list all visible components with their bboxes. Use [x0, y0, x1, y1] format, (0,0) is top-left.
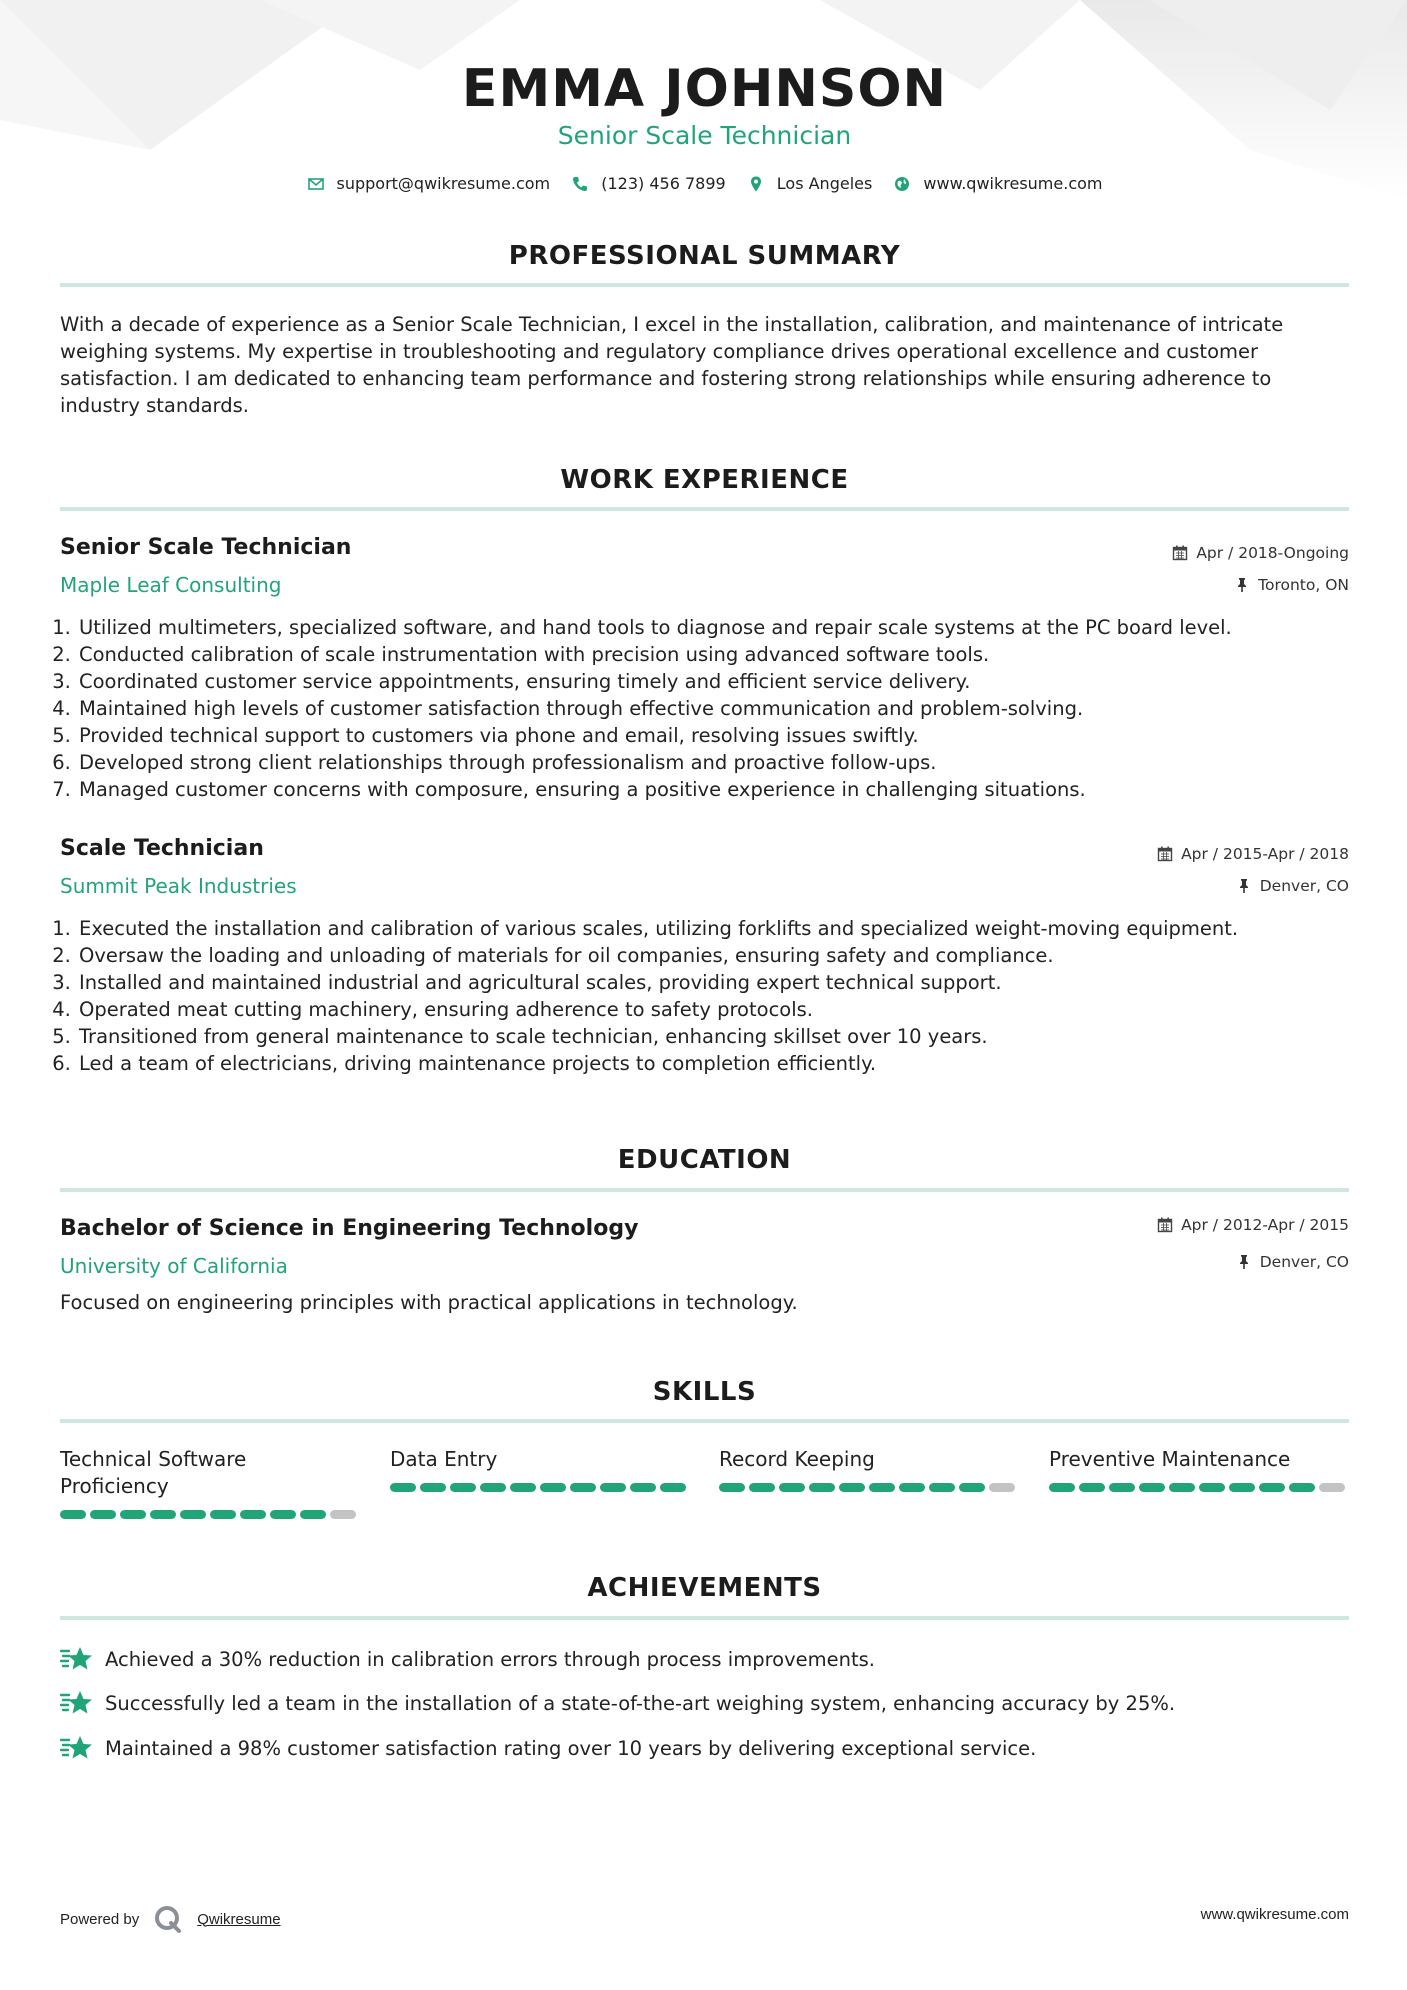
map-pin-icon: [747, 175, 765, 193]
skill-rating-bar: [719, 1483, 1019, 1492]
skill-name-line: Record Keeping: [719, 1447, 875, 1471]
contact-phone[interactable]: [571, 172, 725, 196]
list-item: 3. Coordinated customer service appointments, ensuring timely and efficient service delivery.: [77, 668, 1366, 695]
section-divider: [60, 283, 1349, 287]
list-item: 2. Oversaw the loading and unloading of materials for oil companies, ensuring safety and compliance.: [77, 942, 1366, 969]
skill-name: [1049, 1446, 1349, 1473]
skill-segment-empty: [330, 1510, 356, 1519]
list-item: 1. Executed the installation and calibration of various scales, utilizing forklifts and specialized weight-moving equipment.: [77, 915, 1366, 942]
summary-line: With a decade of experience as a Senior Scale Technician, I excel in the installation, calibration, and maintenance of intricate: [60, 313, 1284, 336]
list-item: 3. Installed and maintained industrial and agricultural scales, providing expert technical support.: [77, 969, 1366, 996]
education-location: [1236, 1251, 1349, 1273]
school-name: University of California: [60, 1254, 288, 1278]
skill-segment-filled: [1079, 1483, 1105, 1492]
contact-email[interactable]: [307, 172, 551, 196]
job-dates-text: Apr / 2015-Apr / 2018: [1181, 845, 1349, 863]
skill-segment-filled: [510, 1483, 536, 1492]
achievement-text: Maintained a 98% customer satisfaction rating over 10 years by delivering exceptional service.: [105, 1736, 1037, 1760]
list-item: 4. Maintained high levels of customer satisfaction through effective communication and problem-solving.: [77, 695, 1366, 722]
section-divider: [60, 1419, 1349, 1423]
job-dates: [1172, 542, 1349, 564]
skill-rating-bar: [1049, 1483, 1349, 1492]
job-location: [1234, 574, 1349, 596]
achievements-heading: ACHIEVEMENTS: [587, 1573, 822, 1603]
skill-rating-bar: [390, 1483, 690, 1492]
qwikresume-link[interactable]: Qwikresume: [197, 1910, 281, 1928]
star-achievement-icon: [60, 1688, 94, 1718]
skill-name-line: Technical Software: [60, 1447, 247, 1471]
pushpin-icon: [1236, 1254, 1252, 1270]
job-dates-text: Apr / 2018-Ongoing: [1196, 544, 1349, 562]
achievement-item: [60, 1644, 1349, 1674]
summary-line: weighing systems. My expertise in troubleshooting and regulatory compliance drives operational excellence and customer: [60, 340, 1259, 363]
candidate-name: EMMA JOHNSON: [461, 59, 948, 119]
location-text: Los Angeles: [776, 174, 873, 193]
skill-segment-empty: [989, 1483, 1015, 1492]
education-dates-text: Apr / 2012-Apr / 2015: [1181, 1216, 1349, 1234]
list-item: 4. Operated meat cutting machinery, ensuring adherence to safety protocols.: [77, 996, 1366, 1023]
skill-name: [390, 1446, 690, 1473]
contact-website[interactable]: [893, 172, 1102, 196]
summary-line: satisfaction. I am dedicated to enhancing team performance and fostering strong relationships while ensuring adherence to: [60, 367, 1272, 390]
skill-name-line: Data Entry: [390, 1447, 498, 1471]
skill-name-line: Preventive Maintenance: [1049, 1447, 1291, 1471]
achievement-item: [60, 1688, 1349, 1718]
skill-segment-filled: [390, 1483, 416, 1492]
list-item: 2. Conducted calibration of scale instrumentation with precision using advanced software tools.: [77, 641, 1366, 668]
skill-segment-filled: [660, 1483, 686, 1492]
skill-segment-filled: [749, 1483, 775, 1492]
skill-segment-filled: [150, 1510, 176, 1519]
footer-website-link[interactable]: www.qwikresume.com: [1200, 1906, 1349, 1923]
calendar-icon: [1157, 1217, 1173, 1233]
job-dates: [1157, 843, 1349, 865]
skill-segment-filled: [1229, 1483, 1255, 1492]
degree-title: Bachelor of Science in Engineering Technology: [60, 1216, 639, 1241]
job-location: [1236, 875, 1349, 897]
list-item: 1. Utilized multimeters, specialized software, and hand tools to diagnose and repair scale systems at the PC board level.: [77, 614, 1366, 641]
skill-segment-filled: [1259, 1483, 1285, 1492]
calendar-icon: [1157, 846, 1173, 862]
skill-segment-filled: [450, 1483, 476, 1492]
skill-segment-filled: [869, 1483, 895, 1492]
skill-segment-filled: [719, 1483, 745, 1492]
section-divider: [60, 1616, 1349, 1620]
skill-name: [60, 1446, 360, 1500]
education-heading: EDUCATION: [617, 1145, 792, 1175]
job-location-text: Denver, CO: [1259, 877, 1349, 895]
star-achievement-icon: [60, 1733, 94, 1763]
skill-segment-filled: [480, 1483, 506, 1492]
list-item: 5. Provided technical support to customers via phone and email, resolving issues swiftly.: [77, 722, 1366, 749]
skill-segment-filled: [180, 1510, 206, 1519]
powered-by-label: Powered by: [60, 1910, 140, 1928]
achievement-item: [60, 1733, 1349, 1763]
email-text: support@qwikresume.com: [336, 174, 551, 193]
skill-segment-filled: [600, 1483, 626, 1492]
skill-segment-empty: [1319, 1483, 1345, 1492]
summary-text: [60, 311, 1349, 419]
phone-icon: [571, 175, 589, 193]
globe-icon: [893, 175, 911, 193]
skill-name-line: Proficiency: [60, 1474, 169, 1498]
skill-segment-filled: [120, 1510, 146, 1519]
skill-segment-filled: [1109, 1483, 1135, 1492]
skills-heading: SKILLS: [652, 1377, 757, 1407]
skill-item: [1049, 1446, 1349, 1492]
achievement-text: Achieved a 30% reduction in calibration errors through process improvements.: [105, 1647, 875, 1671]
job-location-text: Toronto, ON: [1258, 576, 1349, 594]
skill-segment-filled: [540, 1483, 566, 1492]
skill-segment-filled: [809, 1483, 835, 1492]
qwikresume-logo-icon: [153, 1904, 183, 1934]
list-item: 7. Managed customer concerns with composure, ensuring a positive experience in challenging situations.: [77, 776, 1366, 803]
skill-segment-filled: [210, 1510, 236, 1519]
summary-heading: PROFESSIONAL SUMMARY: [508, 241, 901, 271]
skill-segment-filled: [270, 1510, 296, 1519]
company-name: Summit Peak Industries: [60, 874, 297, 898]
skill-item: [390, 1446, 690, 1492]
list-item: 6. Developed strong client relationships through professionalism and proactive follow-ups.: [77, 749, 1366, 776]
skill-segment-filled: [1049, 1483, 1075, 1492]
job-responsibilities: [60, 915, 1366, 1077]
skill-segment-filled: [929, 1483, 955, 1492]
job-title: Scale Technician: [60, 836, 264, 861]
skill-segment-filled: [1289, 1483, 1315, 1492]
section-divider: [60, 507, 1349, 511]
footer-powered-by: [60, 1904, 281, 1934]
contact-bar: [60, 172, 1349, 200]
skill-segment-filled: [570, 1483, 596, 1492]
skill-item: [719, 1446, 1019, 1492]
pushpin-icon: [1236, 878, 1252, 894]
summary-line: industry standards.: [60, 394, 249, 417]
pushpin-icon: [1234, 577, 1250, 593]
phone-text: (123) 456 7899: [601, 174, 726, 193]
skill-segment-filled: [420, 1483, 446, 1492]
skill-segment-filled: [1169, 1483, 1195, 1492]
list-item: 5. Transitioned from general maintenance to scale technician, enhancing skillset over 10 years.: [77, 1023, 1366, 1050]
skill-segment-filled: [60, 1510, 86, 1519]
candidate-title: Senior Scale Technician: [557, 121, 852, 150]
list-item: 6. Led a team of electricians, driving maintenance projects to completion efficiently.: [77, 1050, 1366, 1077]
contact-location: [747, 172, 873, 196]
skill-rating-bar: [60, 1510, 360, 1519]
education-description: Focused on engineering principles with practical applications in technology.: [60, 1291, 798, 1314]
skill-segment-filled: [300, 1510, 326, 1519]
skill-segment-filled: [1199, 1483, 1225, 1492]
section-divider: [60, 1188, 1349, 1192]
achievement-text: Successfully led a team in the installation of a state-of-the-art weighing system, enhancing accuracy by 25%.: [105, 1691, 1176, 1715]
skill-segment-filled: [630, 1483, 656, 1492]
skill-segment-filled: [240, 1510, 266, 1519]
experience-heading: WORK EXPERIENCE: [560, 465, 849, 495]
skill-segment-filled: [779, 1483, 805, 1492]
education-location-text: Denver, CO: [1259, 1253, 1349, 1271]
star-achievement-icon: [60, 1644, 94, 1674]
skill-segment-filled: [839, 1483, 865, 1492]
skill-item: [60, 1446, 360, 1519]
job-responsibilities: [60, 614, 1366, 803]
education-dates: [1157, 1214, 1349, 1236]
skill-segment-filled: [90, 1510, 116, 1519]
skill-name: [719, 1446, 1019, 1473]
skill-segment-filled: [1139, 1483, 1165, 1492]
envelope-icon: [307, 175, 325, 193]
calendar-icon: [1172, 545, 1188, 561]
skill-segment-filled: [959, 1483, 985, 1492]
website-text: www.qwikresume.com: [923, 174, 1103, 193]
company-name: Maple Leaf Consulting: [60, 573, 282, 597]
skill-segment-filled: [899, 1483, 925, 1492]
job-title: Senior Scale Technician: [60, 535, 352, 560]
